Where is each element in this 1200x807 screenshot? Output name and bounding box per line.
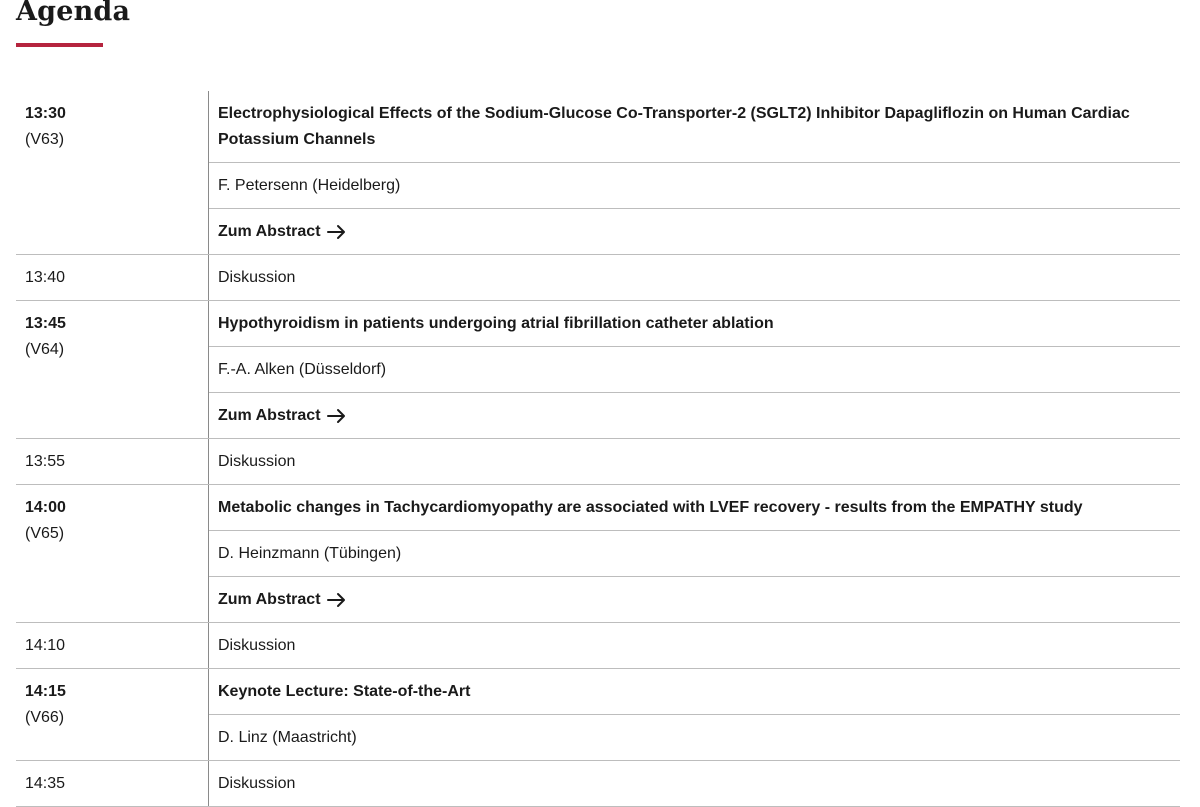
session-code: (V66)	[25, 709, 65, 726]
agenda-session	[16, 484, 1180, 622]
discussion-time: 14:10	[25, 637, 66, 654]
agenda-discussion	[16, 760, 1180, 806]
abstract-link[interactable]	[209, 208, 1180, 254]
session-title: Hypothyroidism in patients undergoing atrial fibrillation catheter ablation	[218, 315, 774, 332]
time-cell	[16, 91, 209, 254]
discussion-content	[209, 761, 1180, 806]
time-cell	[16, 761, 209, 806]
abstract-link-label: Zum Abstract	[218, 591, 321, 608]
session-code: (V63)	[25, 131, 65, 148]
session-speaker: F. Petersenn (Heidelberg)	[209, 162, 1180, 208]
agenda-table	[16, 91, 1180, 807]
session-title: Electrophysiological Effects of the Sodium-Glucose Co-Transporter-2 (SGLT2) Inhibitor Dapagliflozin on Human Cardiac Potassium Channels	[218, 105, 1130, 148]
discussion-time: 13:55	[25, 453, 66, 470]
discussion-content	[209, 623, 1180, 668]
session-time: 13:30	[25, 105, 66, 122]
time-cell	[16, 669, 209, 760]
arrow-right-icon	[327, 592, 347, 608]
session-speaker: D. Heinzmann (Tübingen)	[209, 530, 1180, 576]
agenda-discussion	[16, 254, 1180, 300]
arrow-right-icon	[327, 408, 347, 424]
time-cell	[16, 255, 209, 300]
time-cell	[16, 485, 209, 622]
session-title: Keynote Lecture: State-of-the-Art	[218, 683, 471, 700]
discussion-label: Diskussion	[218, 453, 296, 470]
abstract-link-label: Zum Abstract	[218, 223, 321, 240]
session-time: 14:00	[25, 499, 66, 516]
discussion-content	[209, 439, 1180, 484]
time-cell	[16, 301, 209, 438]
discussion-label: Diskussion	[218, 269, 296, 286]
abstract-link-label: Zum Abstract	[218, 407, 321, 424]
page-title: Agenda	[16, 0, 131, 27]
session-speaker: F.-A. Alken (Düsseldorf)	[209, 346, 1180, 392]
session-time: 13:45	[25, 315, 66, 332]
session-code: (V65)	[25, 525, 65, 542]
session-time: 14:15	[25, 683, 66, 700]
time-cell	[16, 623, 209, 668]
discussion-content	[209, 255, 1180, 300]
session-speaker: D. Linz (Maastricht)	[209, 714, 1180, 760]
abstract-link[interactable]	[209, 392, 1180, 438]
discussion-label: Diskussion	[218, 637, 296, 654]
session-content	[209, 91, 1180, 254]
agenda-session	[16, 300, 1180, 438]
agenda-session	[16, 91, 1180, 254]
arrow-right-icon	[327, 224, 347, 240]
time-cell	[16, 439, 209, 484]
session-content	[209, 669, 1180, 760]
title-underline	[16, 43, 103, 47]
session-title: Metabolic changes in Tachycardiomyopathy are associated with LVEF recovery - results from the EMPATHY study	[218, 499, 1083, 516]
discussion-time: 13:40	[25, 269, 66, 286]
agenda-session	[16, 668, 1180, 760]
session-code: (V64)	[25, 341, 65, 358]
agenda-discussion	[16, 622, 1180, 668]
abstract-link[interactable]	[209, 576, 1180, 622]
discussion-label: Diskussion	[218, 775, 296, 792]
discussion-time: 14:35	[25, 775, 66, 792]
session-content	[209, 301, 1180, 438]
session-content	[209, 485, 1180, 622]
agenda-discussion	[16, 438, 1180, 484]
